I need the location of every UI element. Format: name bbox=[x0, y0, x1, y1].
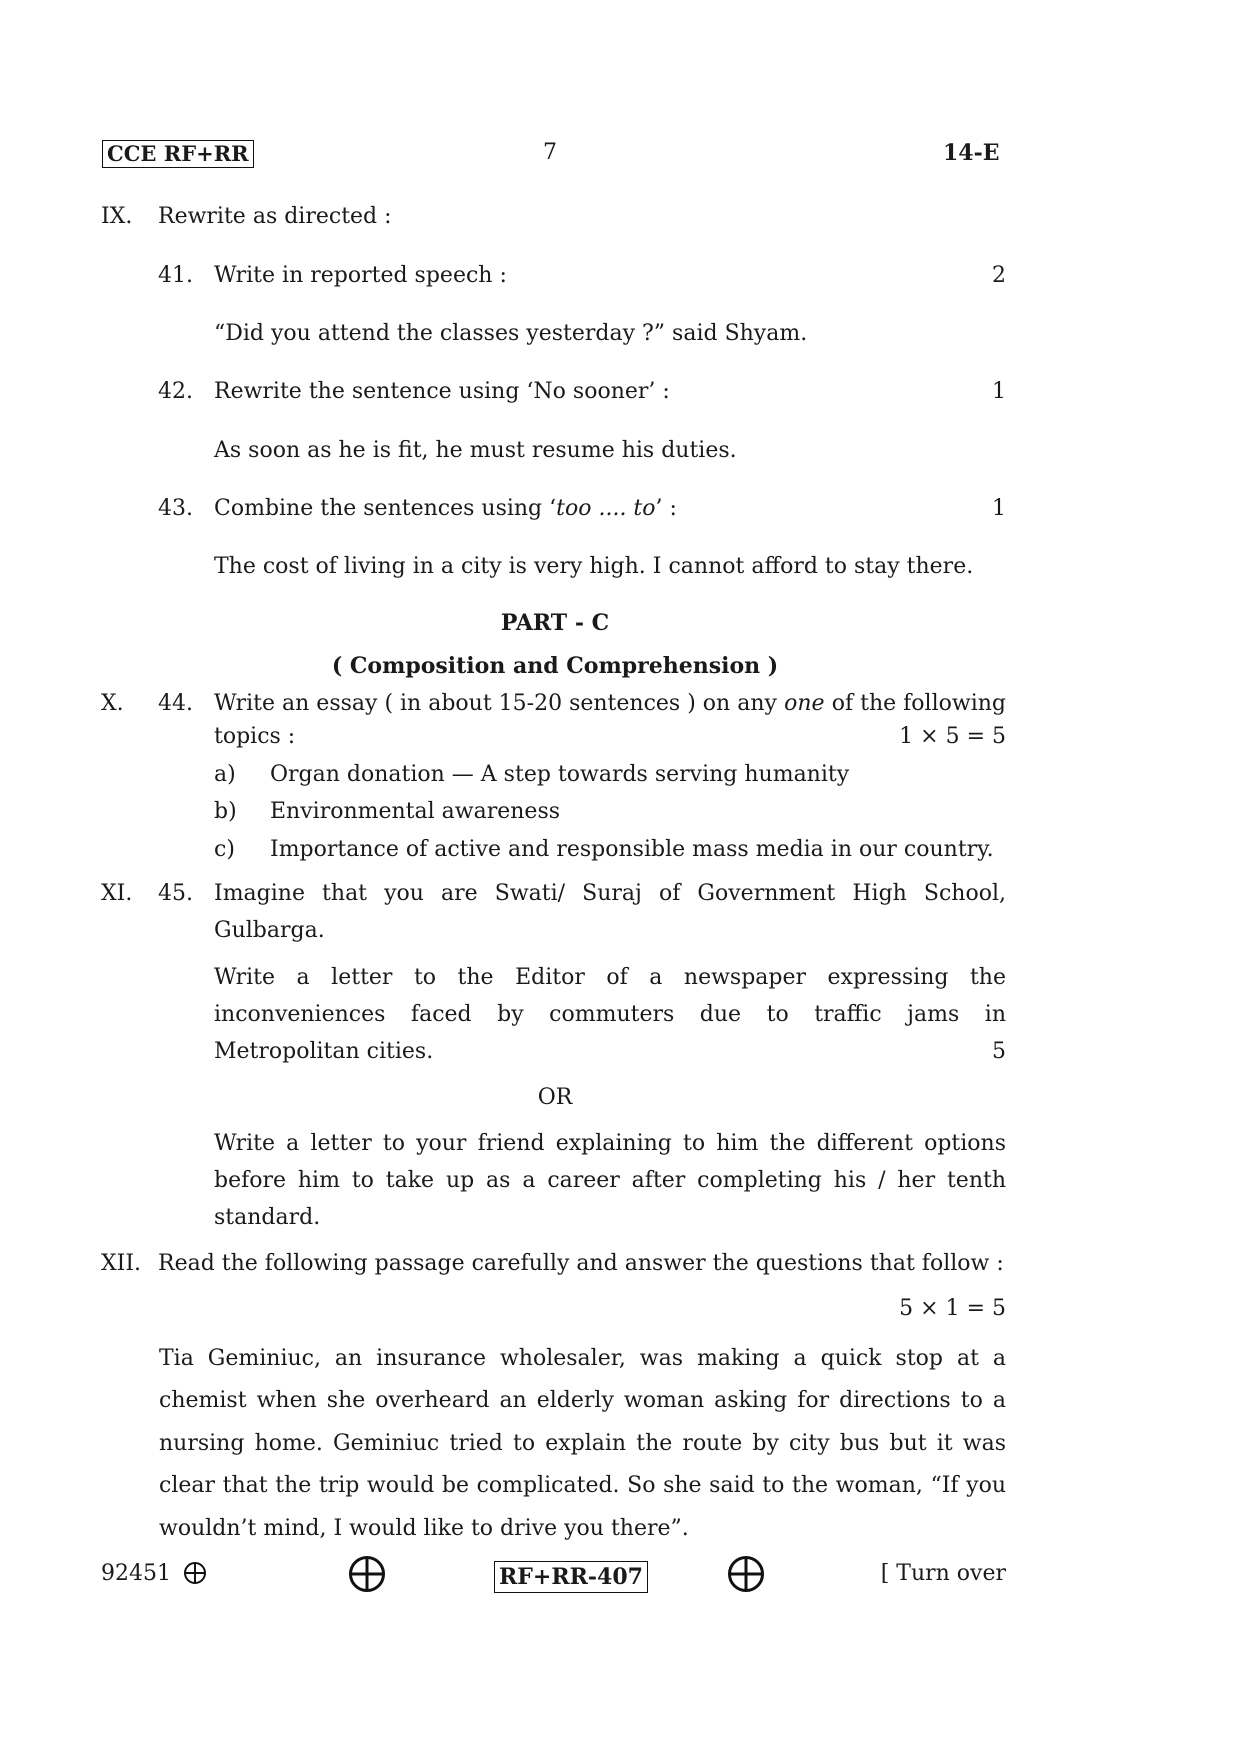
q44-option-b-text: Environmental awareness bbox=[270, 799, 561, 824]
q41-number: 41. bbox=[158, 263, 193, 288]
page-number: 7 bbox=[543, 140, 557, 165]
part-c-subtitle: ( Composition and Comprehension ) bbox=[331, 653, 779, 679]
q43-marks: 1 bbox=[992, 496, 1006, 521]
q44-line1-pre: Write an essay ( in about 15-20 sentences ) on any bbox=[214, 691, 777, 716]
section-xii-title: Read the following passage carefully and answer the questions that follow : bbox=[158, 1251, 1004, 1276]
q45-or: OR bbox=[537, 1085, 573, 1110]
q45-p2-line2: before him to take up as a career after completing his / her tenth bbox=[214, 1168, 1006, 1193]
q44-option-c-label: c) bbox=[214, 837, 235, 862]
q43-instruction-em: too .... to bbox=[556, 496, 656, 521]
q43-instruction-pre: Combine the sentences using ‘ bbox=[214, 496, 557, 521]
q44-marks: 1 × 5 = 5 bbox=[899, 724, 1006, 749]
q44-number: 44. bbox=[158, 691, 193, 716]
header-code-box: CCE RF+RR bbox=[102, 140, 254, 168]
q41-sentence: “Did you attend the classes yesterday ?” said Shyam. bbox=[214, 321, 808, 346]
q41-marks: 2 bbox=[992, 263, 1006, 288]
q44-option-a-text: Organ donation — A step towards serving humanity bbox=[270, 762, 850, 787]
comprehension-passage: Tia Geminiuc, an insurance wholesaler, was making a quick stop at a chemist when she overheard an elderly woman asking for directions to a nursing home. Geminiuc tried to explain the route by city bus but it was clear that the trip would be complicated. So she said to the woman, “If you wouldn’t mind, I would like to drive you there”. bbox=[159, 1346, 1006, 1541]
q42-number: 42. bbox=[158, 379, 193, 404]
registration-mark-icon bbox=[183, 1561, 207, 1585]
part-c-title: PART - C bbox=[500, 610, 610, 636]
section-x-numeral: X. bbox=[101, 691, 124, 716]
q45-line2: Gulbarga. bbox=[214, 918, 325, 943]
q43-instruction-post: ’ : bbox=[655, 496, 677, 521]
q44-option-b-label: b) bbox=[214, 799, 237, 824]
section-ix-numeral: IX. bbox=[101, 204, 133, 229]
q44-option-a-label: a) bbox=[214, 762, 236, 787]
section-xii-marks: 5 × 1 = 5 bbox=[899, 1296, 1006, 1321]
q44-line2: topics : bbox=[214, 724, 296, 749]
q45-p1-line2: inconveniences faced by commuters due to traffic jams in bbox=[214, 1002, 1006, 1027]
q45-p2-line1: Write a letter to your friend explaining to him the different options bbox=[214, 1131, 1006, 1156]
q43-instruction bbox=[214, 495, 677, 523]
q42-marks: 1 bbox=[992, 379, 1006, 404]
registration-mark-icon bbox=[348, 1555, 386, 1593]
q44-line1 bbox=[214, 690, 1006, 718]
q45-p1-line3: Metropolitan cities. bbox=[214, 1039, 434, 1064]
footer-serial: 92451 bbox=[101, 1561, 171, 1586]
section-ix-title: Rewrite as directed : bbox=[158, 204, 392, 229]
q45-p2-line3: standard. bbox=[214, 1205, 321, 1230]
q45-p1-line1: Write a letter to the Editor of a newspaper expressing the bbox=[214, 965, 1006, 990]
q45-number: 45. bbox=[158, 881, 193, 906]
registration-mark-icon bbox=[727, 1555, 765, 1593]
paper-code: 14-E bbox=[943, 140, 1000, 166]
q42-sentence: As soon as he is fit, he must resume his duties. bbox=[214, 438, 737, 463]
q42-instruction: Rewrite the sentence using ‘No sooner’ : bbox=[214, 379, 670, 404]
footer-code-box: RF+RR-407 bbox=[494, 1561, 648, 1593]
section-xi-numeral: XI. bbox=[101, 881, 133, 906]
q44-option-c-text: Importance of active and responsible mass media in our country. bbox=[270, 837, 994, 862]
q43-number: 43. bbox=[158, 496, 193, 521]
q44-line1-em: one bbox=[784, 691, 825, 716]
q45-line1: Imagine that you are Swati/ Suraj of Government High School, bbox=[214, 881, 1006, 906]
section-xii-numeral: XII. bbox=[101, 1251, 142, 1276]
q43-sentence: The cost of living in a city is very high. I cannot afford to stay there. bbox=[214, 554, 974, 579]
turn-over-note: [ Turn over bbox=[880, 1561, 1006, 1586]
q45-marks: 5 bbox=[992, 1039, 1006, 1064]
q41-instruction: Write in reported speech : bbox=[214, 263, 507, 288]
q44-line1-post: of the following bbox=[831, 691, 1006, 716]
